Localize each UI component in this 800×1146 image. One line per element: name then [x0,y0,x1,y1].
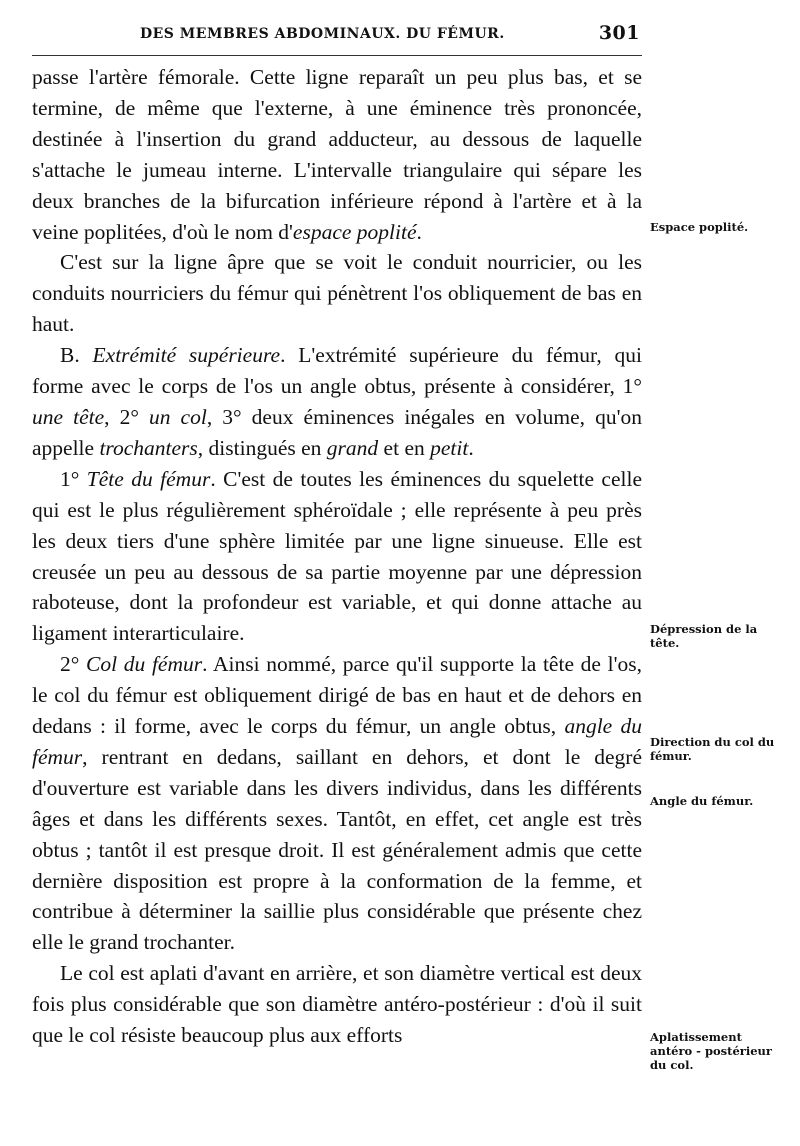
text-run: , 2° [104,404,149,429]
paragraph-3 [32,340,642,464]
paragraph-4 [32,464,642,649]
page-number: 301 [598,22,640,44]
italic-term: petit [430,435,469,460]
paragraph-2: C'est sur la ligne âpre que se voit le conduit nourricier, ou les conduits nourriciers du fémur qui pénètrent l'os obliquement de bas en haut. [32,250,642,337]
margin-note-aplatissement: Aplatissement antéro - postérieur du col. [650,1030,772,1072]
text-run: et en [378,435,431,460]
italic-term: Tête du fémur [86,466,211,491]
text-run: . C'est de toutes les éminences du squelette celle qui est le plus régulièrement sphéroïdale ; elle représente à peu près les deux tiers d'une sphère limitée par une ligne sinueuse. Elle est creusée un peu au dessous de sa partie moyenne par une dépression raboteuse, dont la profondeur est variable, et qui donne attache au ligament interarticulaire. [32,466,642,646]
paragraph-5 [32,649,642,958]
italic-term: trochanters [99,435,198,460]
text-run: 1° [60,466,87,491]
margin-note-direction: Direction du col du fémur. [650,735,775,763]
text-run: . [416,219,422,244]
text-run: . Ainsi nommé, parce qu'il supporte la tête de l'os, le col du fémur est obliquement dirigé de bas en haut et de dehors en dedans : il forme, avec le corps du fémur, un angle obtus, [32,652,642,739]
italic-term: angle du fémur [32,714,642,769]
text-run: , rentrant en dedans, saillant en dehors, et dont le degré d'ouverture est variable dans les divers individus, dans les différents âges et dans les différents sexes. Tantôt, en effet, cet angle est très obtus ; tantôt il est presque droit. Il est généralement admis que cette dernière disposition est propre à la conformation de la femme, et contribue à déterminer la saillie plus considérable que présente chez elle le grand trochanter. [32,744,642,955]
italic-term: Extrémité supérieure [92,343,281,368]
paragraph-1 [32,62,642,247]
text-run: . [468,435,474,460]
text-run: , distingués en [197,435,327,460]
text-run: , 3° deux éminences inégales en volume, qu'on appelle [32,404,642,460]
text-run: 2° [60,652,87,677]
italic-term: grand [326,435,379,460]
paragraph-6: Le col est aplati d'avant en arrière, et son diamètre vertical est deux fois plus considérable que son diamètre antéro-postérieur : d'où il suit que le col résiste beaucoup plus aux efforts [32,961,642,1048]
text-run: passe l'artère fémorale. Cette ligne reparaît un peu plus bas, et se termine, de même que l'externe, à une éminence très prononcée, destinée à l'insertion du grand adducteur, au dessous de laquelle s'attache le jumeau interne. L'intervalle triangulaire qui sépare les deux branches de la bifurcation inférieure répond à l'artère et à la veine poplitées, d'où le nom d' [32,65,642,244]
text-run: B. [60,343,93,368]
italic-term: un col [149,404,207,429]
italic-term: Col du fémur [86,652,203,677]
italic-term: espace poplité [292,219,417,244]
body-text [32,62,642,1051]
italic-term: une tête [32,404,105,429]
margin-note-espace: Espace poplité. [650,220,749,234]
header-rule [32,55,642,56]
text-run: . L'extrémité supérieure du fémur, qui forme avec le corps de l'os un angle obtus, présente à considérer, 1° [32,343,642,399]
margin-note-depression: Dépression de la tête. [650,622,758,650]
running-title: DES MEMBRES ABDOMINAUX. DU FÉMUR. [140,26,505,42]
margin-note-angle: Angle du fémur. [650,794,754,808]
